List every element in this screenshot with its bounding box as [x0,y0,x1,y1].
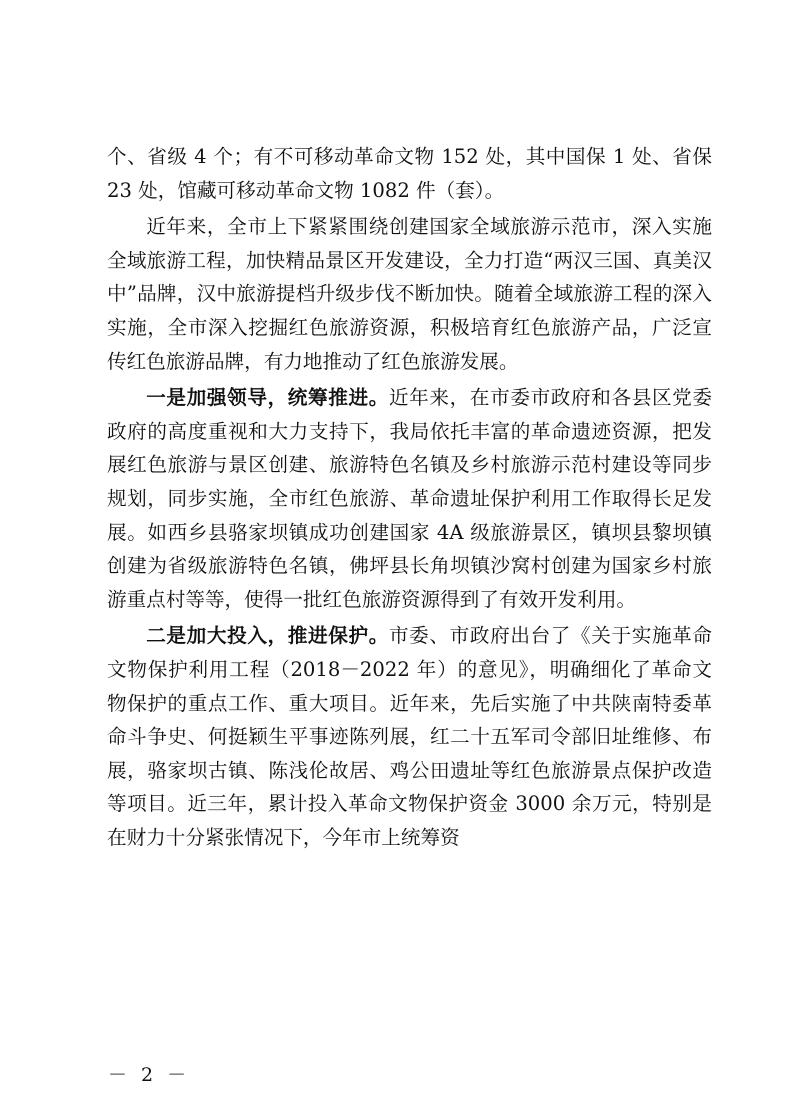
paragraph-continuation [107,140,712,207]
page-number: － 2 － [108,1064,191,1086]
paragraph-text: 近年来，全市上下紧紧围绕创建国家全域旅游示范市，深入实施全域旅游工程，加快精品景区开发建设，全力打造“两汉三国、真美汉中”品牌，汉中旅游提档升级步伐不断加快。随着全域旅游工程的深入实施，全市深入挖掘红色旅游资源，积极培育红色旅游产品，广泛宣传红色旅游品牌，有力地推动了红色旅游发展。 [107,215,712,373]
paragraph-lead-heading: 二是加大投入，推进保护。 [146,624,389,648]
paragraph-lead-heading: 一是加强领导，统筹推进。 [146,386,389,410]
paragraph-leadership [107,381,712,616]
paragraph-investment [107,619,712,854]
paragraph-text: 市委、市政府出台了《关于实施革命文物保护利用工程（2018－2022 年）的意见》，明确细化了革命文物保护的重点工作、重大项目。近年来，先后实施了中共陕南特委革命斗争史、何挺颖生平事迹陈列展，红二十五军司令部旧址维修、布展，骆家坝古镇、陈浅伦故居、鸡公田遗址等红色旅游景点保护改造等项目。近三年，累计投入革命文物保护资金 3000 余万元，特别是在财力十分紧张情况下，今年市上统筹资 [107,624,713,849]
paragraph-tourism-overview [107,210,712,378]
paragraph-text: 个、省级 4 个；有不可移动革命文物 152 处，其中国保 1 处、省保 23 处，馆藏可移动革命文物 1082 件（套）。 [107,145,712,202]
paragraph-text: 近年来，在市委市政府和各县区党委政府的高度重视和大力支持下，我局依托丰富的革命遗迹资源，把发展红色旅游与景区创建、旅游特色名镇及乡村旅游示范村建设等同步规划，同步实施，全市红色旅游、革命遗址保护利用工作取得长足发展。如西乡县骆家坝镇成功创建国家 4A 级旅游景区，镇坝县黎坝镇创建为省级旅游特色名镇，佛坪县长角坝镇沙窝村创建为国家乡村旅游重点村等等，使得一批红色旅游资源得到了有效开发利用。 [107,386,713,611]
body-text [107,140,712,857]
